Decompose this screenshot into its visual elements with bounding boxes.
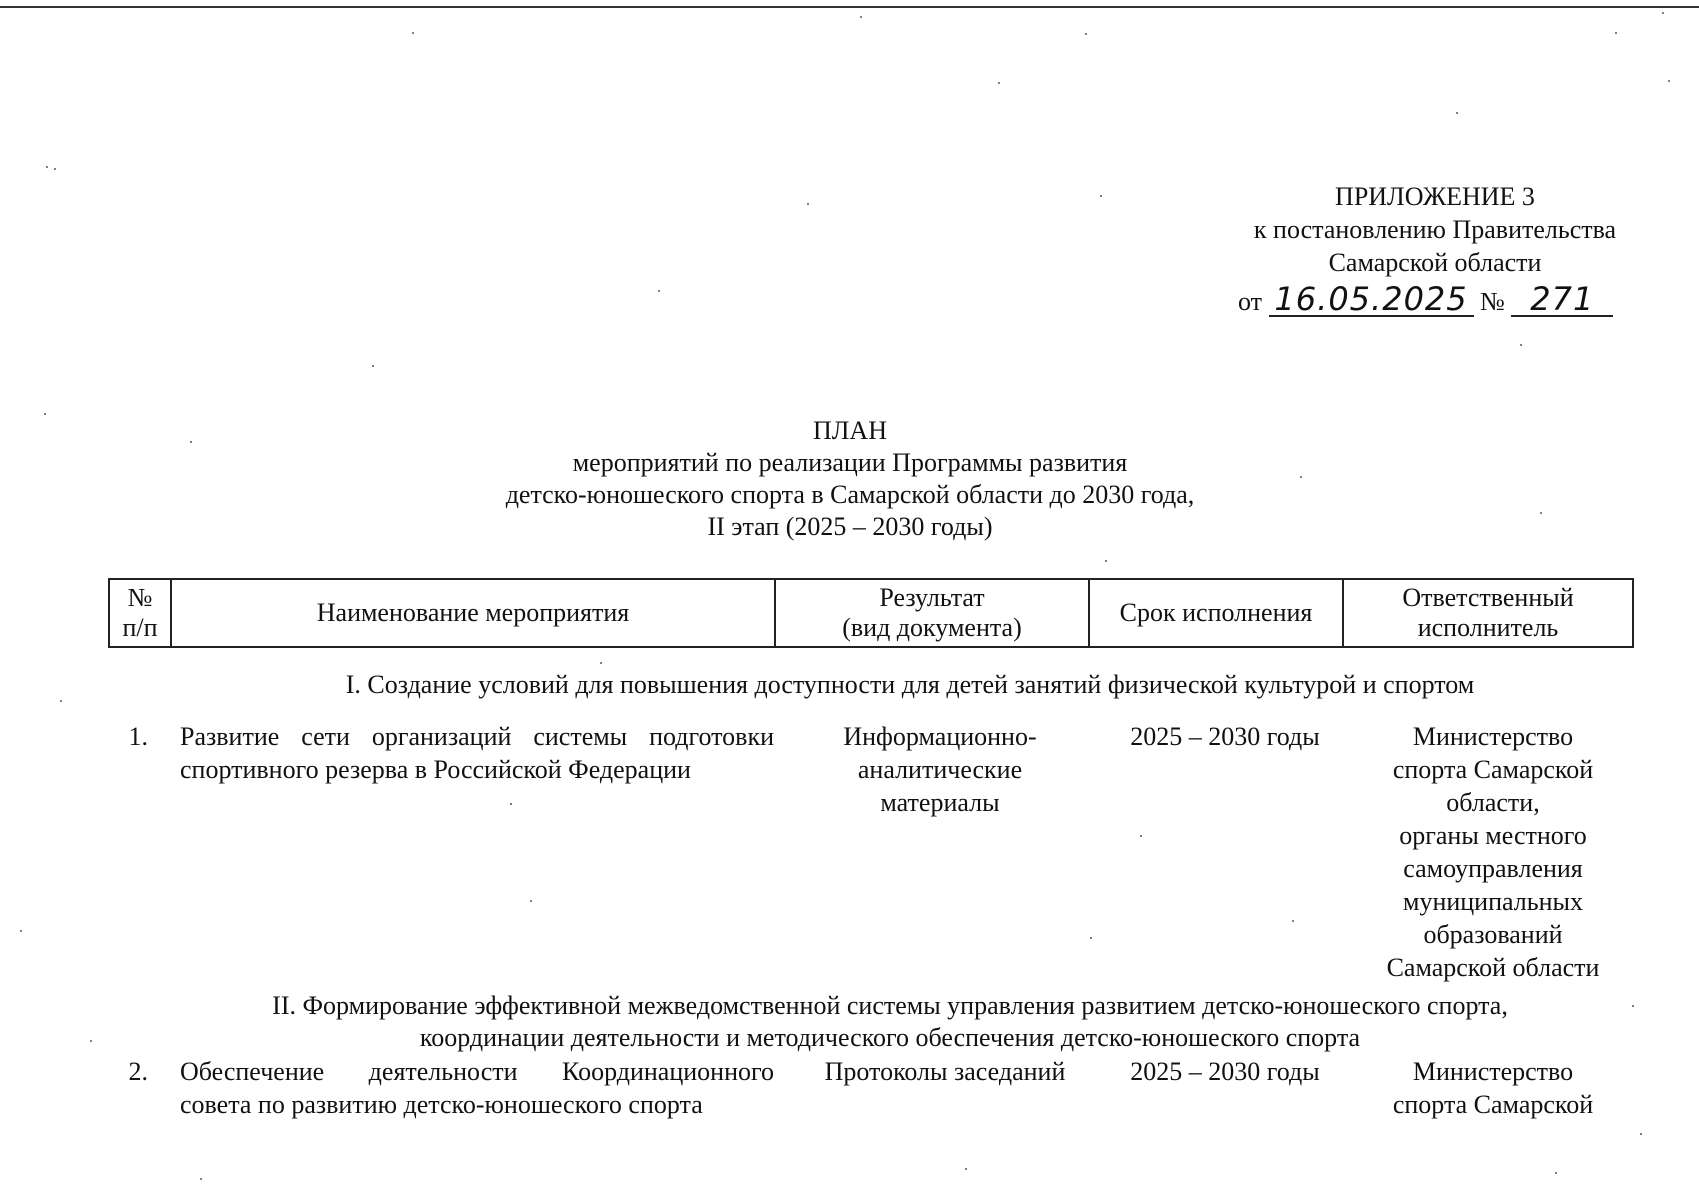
row-1-responsible bbox=[1358, 720, 1628, 984]
section-2-line-2: координации деятельности и методического обеспечения детско-юношеского спорта bbox=[419, 1023, 1361, 1052]
row-1-responsible-line-6: муниципальных bbox=[1402, 887, 1583, 916]
row-2-name-line-1: Обеспечение деятельности Координационного bbox=[180, 1057, 774, 1086]
row-1-responsible-line-7: образований bbox=[1423, 920, 1563, 949]
row-1-responsible-line-1: Министерство bbox=[1412, 722, 1574, 751]
row-1-result-line-3: материалы bbox=[880, 788, 1000, 817]
row-2-name-line-2: совета по развитию детско-юношеского спорта bbox=[180, 1090, 703, 1119]
row-2-responsible bbox=[1358, 1055, 1628, 1121]
section-1-line-1: I. Создание условий для повышения доступности для детей занятий физической культурой и спортом bbox=[345, 670, 1475, 699]
number-prefix: № bbox=[1480, 287, 1505, 316]
header-result bbox=[775, 579, 1089, 647]
row-1-name bbox=[180, 720, 774, 786]
section-2-line-1: II. Формирование эффективной межведомственной системы управления развитием детско-юношеского спорта, bbox=[272, 991, 1508, 1020]
table-header-row bbox=[109, 579, 1633, 647]
plan-title bbox=[420, 415, 1280, 543]
header-responsible-line-1: Ответственный bbox=[1402, 583, 1574, 612]
row-1-name-line-2: спортивного резерва в Российской Федерации bbox=[180, 755, 691, 784]
row-2-deadline: 2025 – 2030 годы bbox=[1130, 1057, 1320, 1086]
appendix-line-2: Самарской области bbox=[1328, 248, 1542, 277]
plan-title-line-2: мероприятий по реализации Программы развития bbox=[572, 448, 1128, 477]
row-1-responsible-line-2: спорта Самарской bbox=[1392, 755, 1594, 784]
date-prefix: от bbox=[1238, 287, 1263, 316]
row-1-result bbox=[790, 720, 1090, 819]
row-2-responsible-line-2: спорта Самарской bbox=[1392, 1090, 1594, 1119]
appendix-block bbox=[1230, 180, 1640, 318]
header-name: Наименование мероприятия bbox=[171, 579, 775, 647]
section-title-2 bbox=[150, 990, 1630, 1054]
row-2-responsible-line-1: Министерство bbox=[1412, 1057, 1574, 1086]
row-1-deadline: 2025 – 2030 годы bbox=[1130, 722, 1320, 751]
row-1-responsible-line-8: Самарской области bbox=[1386, 953, 1600, 982]
plan-title-line-1: ПЛАН bbox=[813, 416, 887, 445]
header-responsible-line-2: исполнитель bbox=[1417, 613, 1559, 642]
handwritten-date: 16.05.2025 bbox=[1269, 283, 1474, 317]
handwritten-number: 271 bbox=[1511, 283, 1613, 317]
row-1-result-line-2: аналитические bbox=[857, 755, 1023, 784]
section-title-1 bbox=[200, 669, 1620, 701]
appendix-title: ПРИЛОЖЕНИЕ 3 bbox=[1335, 182, 1535, 211]
top-border-line bbox=[0, 6, 1699, 8]
plan-title-line-4: II этап (2025 – 2030 годы) bbox=[707, 512, 993, 541]
header-number: № п/п bbox=[109, 579, 171, 647]
plan-title-line-3: детско-юношеского спорта в Самарской области до 2030 года, bbox=[505, 480, 1195, 509]
appendix-line-1: к постановлению Правительства bbox=[1253, 215, 1617, 244]
row-1-responsible-line-4: органы местного bbox=[1399, 821, 1587, 850]
header-result-line-2: (вид документа) bbox=[842, 613, 1022, 642]
row-2-result bbox=[795, 1055, 1095, 1088]
row-1-number: 1. bbox=[128, 722, 148, 751]
appendix-date-line bbox=[1230, 280, 1640, 318]
row-2-number: 2. bbox=[128, 1057, 148, 1086]
row-1-responsible-line-3: области, bbox=[1446, 788, 1540, 817]
row-1-result-line-1: Информационно- bbox=[843, 722, 1037, 751]
header-deadline: Срок исполнения bbox=[1089, 579, 1343, 647]
row-1-responsible-line-5: самоуправления bbox=[1403, 854, 1583, 883]
row-2-result-line-1: Протоколы заседаний bbox=[824, 1057, 1066, 1086]
plan-table-header bbox=[108, 578, 1634, 648]
header-responsible bbox=[1343, 579, 1633, 647]
row-1-name-line-1: Развитие сети организаций системы подготовки bbox=[180, 722, 774, 751]
row-2-name bbox=[180, 1055, 774, 1121]
header-result-line-1: Результат bbox=[879, 583, 985, 612]
